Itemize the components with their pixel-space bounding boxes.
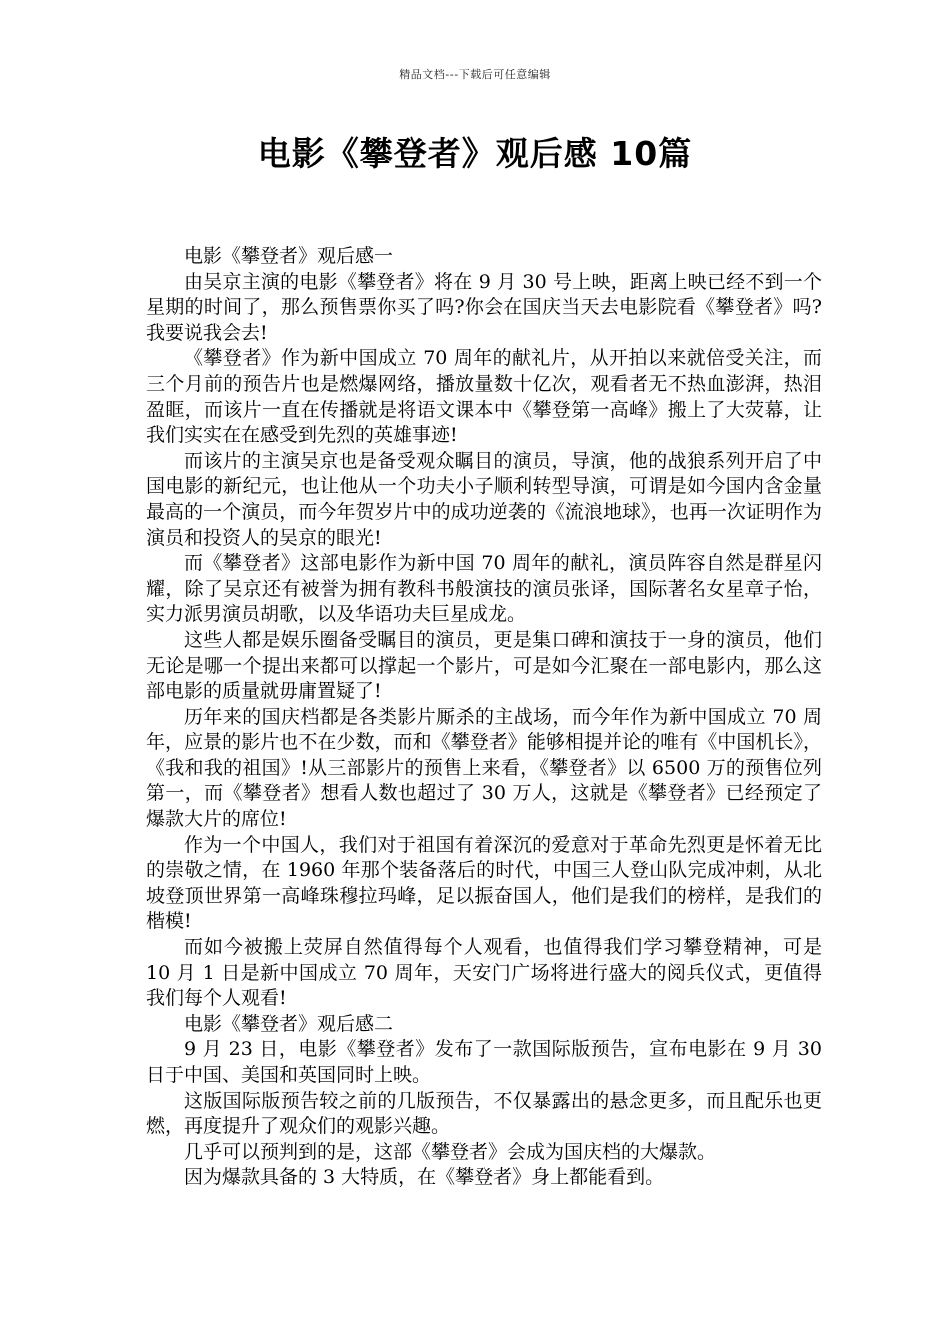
section-heading-1: 电影《攀登者》观后感一 bbox=[184, 245, 394, 267]
paragraph: 由吴京主演的电影《攀登者》将在 9 月 30 号上映，距离上映已经不到一个星期的时间了，那么预售票你买了吗?你会在国庆当天去电影院看《攀登者》吗?我要说我会去! bbox=[146, 270, 822, 344]
paragraph: 因为爆款具备的 3 大特质，在《攀登者》身上都能看到。 bbox=[184, 1166, 665, 1189]
document-title: 电影《攀登者》观后感 10篇 bbox=[257, 134, 693, 173]
paragraph: 而《攀登者》这部电影作为新中国 70 周年的献礼，演员阵容自然是群星闪耀，除了吴京还有被誉为拥有教科书般演技的演员张译，国际著名女星章子怡，实力派男演员胡歌，以及华语功夫巨星成龙。 bbox=[146, 552, 822, 626]
header-note: 精品文档---下载后可任意编辑 bbox=[399, 68, 551, 81]
section-heading-2: 电影《攀登者》观后感二 bbox=[184, 1012, 394, 1035]
document-body bbox=[146, 244, 822, 1191]
paragraph: 而如今被搬上荧屏自然值得每个人观看，也值得我们学习攀登精神，可是 10 月 1 日是新中国成立 70 周年，天安门广场将进行盛大的阅兵仪式，更值得我们每个人观看! bbox=[146, 936, 822, 1010]
paragraph: 9 月 23 日，电影《攀登者》发布了一款国际版预告，宣布电影在 9 月 30 日于中国、美国和英国同时上映。 bbox=[146, 1038, 822, 1086]
paragraph: 这些人都是娱乐圈备受瞩目的演员，更是集口碑和演技于一身的演员，他们无论是哪一个提出来都可以撑起一个影片，可是如今汇聚在一部电影内，那么这部电影的质量就毋庸置疑了! bbox=[146, 628, 822, 703]
paragraph: 作为一个中国人，我们对于祖国有着深沉的爱意对于革命先烈更是怀着无比的崇敬之情，在 1960 年那个装备落后的时代，中国三人登山队完成冲刺，从北坡登顶世界第一高峰珠穆拉玛峰，足以振奋国人，他们是我们的榜样，是我们的楷模! bbox=[146, 833, 822, 933]
paragraph: 《攀登者》作为新中国成立 70 周年的献礼片，从开拍以来就倍受关注，而三个月前的预告片也是燃爆网络，播放量数十亿次，观看者无不热血澎湃，热泪盈眶，而该片一直在传播就是将语文课本中《攀登第一高峰》搬上了大荧幕，让我们实实在在感受到先烈的英雄事迹! bbox=[146, 347, 822, 447]
paragraph: 几乎可以预判到的是，这部《攀登者》会成为国庆档的大爆款。 bbox=[184, 1140, 717, 1163]
paragraph: 而该片的主演吴京也是备受观众瞩目的演员，导演，他的战狼系列开启了中国电影的新纪元，也让他从一个功夫小子顺利转型导演，可谓是如今国内含金量最高的一个演员，而今年贺岁片中的成功逆袭的《流浪地球》，也再一次证明作为演员和投资人的吴京的眼光! bbox=[146, 449, 822, 549]
paragraph: 历年来的国庆档都是各类影片厮杀的主战场，而今年作为新中国成立 70 周年，应景的影片也不在少数，而和《攀登者》能够相提并论的唯有《中国机长》，《我和我的祖国》!从三部影片的预售上来看，《攀登者》以 6500 万的预售位列第一，而《攀登者》想看人数也超过了 30 万人，这就是《攀登者》已经预定了爆款大片的席位! bbox=[146, 705, 822, 831]
paragraph: 这版国际版预告较之前的几版预告，不仅暴露出的悬念更多，而且配乐也更燃，再度提升了观众们的观影兴趣。 bbox=[146, 1089, 822, 1138]
